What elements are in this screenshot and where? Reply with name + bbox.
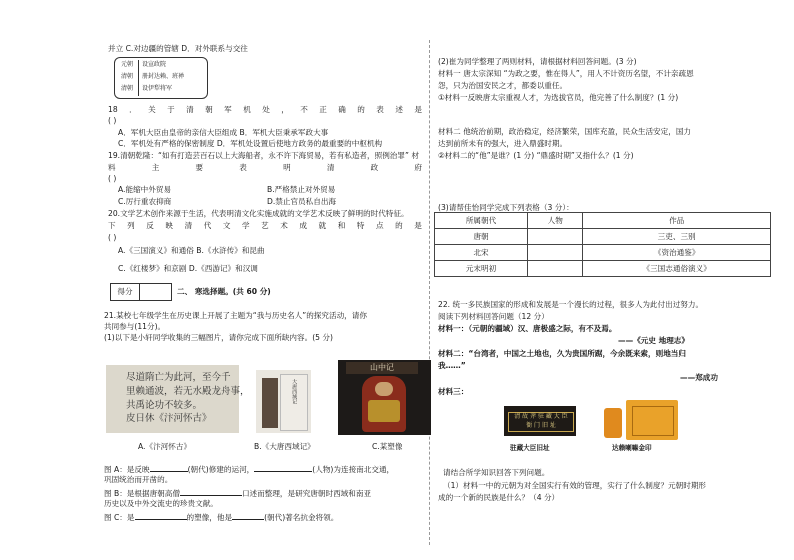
table-cell: 唐朝 [435,229,528,245]
table-row [435,229,771,245]
table-row [435,261,771,277]
seal-side [604,408,622,438]
material-1-question: ①材料一反映唐太宗重视人才，为选拔官员，他完善了什么制度？(1 分) [438,93,679,102]
q18-options-ab: A．军机大臣由皇帝的亲信大臣组成 B．军机大臣秉承军政大事 [118,128,329,137]
statue-ornament [368,400,400,422]
works-table [434,212,771,277]
box-cell: 册封达赖、班禅 [142,73,185,80]
box-cell: 清朝 [121,85,134,92]
q22-material-1: 材料一：（元朝的疆域）汉、唐极盛之际，有不及焉。 [438,324,617,333]
table-cell-blank[interactable] [528,229,583,245]
table-cell: 三吏、三别 [583,229,771,245]
column-divider [429,40,430,545]
table-header: 作品 [583,213,771,229]
table-cell-blank[interactable] [528,261,583,277]
q22-stem: 22. 统一多民族国家的形成和发展是一个漫长的过程，很多人为此付出过努力。 [438,300,704,309]
table-cell: 《资治通鉴》 [583,245,771,261]
caption-c: C.某塑像 [372,442,403,451]
seal-face [626,400,678,440]
image-golden-seal [602,400,680,442]
q20-options-cd: C.《红楼梦》和京剧 D.《西游记》和汉调 [118,264,258,273]
book-spine [262,378,278,428]
table-cell-blank[interactable] [528,245,583,261]
q21-sub1: (1)以下是小轩同学收集的三幅图片，请你完成下面所缺内容。(5 分) [104,333,333,342]
material-2-question: ②材料二的“他”是谁？(1 分) “鼎盛时期”又指什么？(1 分) [438,151,634,160]
q22-stem-2: 阅读下列材料回答问题（12 分） [438,312,549,321]
q18-options-cd: C．军机处有严格的保密制度 D．军机处设置后使地方政务的最重要的中枢机构 [118,139,383,148]
table-row [435,245,771,261]
statue-sign: 山中记 [346,362,418,374]
section-heading: 二、 寒选择题。(共 60 分) [177,287,271,296]
q21-stem: 21.某校七年级学生在历史课上开展了主题为“我与历史名人”的探究活动，请你 [104,311,367,320]
table-header: 人物 [528,213,583,229]
blank-b-line: 图 B：是根据唐朝高僧 口述而整理，是研究唐朝时西域和南亚 [104,489,372,498]
image-plaque [504,406,576,436]
table-cell: 北宋 [435,245,528,261]
box-cell: 设宣政院 [142,61,167,68]
q19-bracket: ( ) [108,174,117,183]
box-cell: 元朝 [121,61,134,68]
poem-text: 尽道隋亡为此河，至今千 里赖通波，若无水殿龙舟事， 共禹论功不较多。 皮日休《汴河怀古》 [126,372,250,425]
q18-stem: 18 ． 关 于 清 朝 军 机 处 ， 不 正 确 的 表 述 是 [108,105,422,114]
table-header-row [435,213,771,229]
q19-option-c: C.厉行重农抑商 [118,197,172,206]
score-box [110,283,172,301]
q19-stem-2: 料 主 要 表 明 清 政 府 [108,163,422,172]
q20-bracket: ( ) [108,233,117,242]
plaque-text: 清 故 斧 驻 藏 大 臣 衙 门 旧 址 [508,412,574,432]
blank-c-line: 图 C：是 的塑像，他是 (朝代)著名抗金将领。 [104,513,339,522]
q20-stem: 20.文学艺术创作来源于生活，代表明清文化实施成就的文学艺术反映了鲜明的时代特征。 [108,209,409,218]
table-cell: 《三国志通俗演义》 [583,261,771,277]
q22-material-2: 材料二：“台湾者，中国之土地也，久为贵国所踞，今余既来索，则地当归 [438,349,686,358]
box-cell: 设伊犁将军 [142,85,173,92]
blank-a-line: 图 A：是反映 (朝代)修建的运河， (人物)为连接南北交通， [104,465,395,474]
statue-face [375,382,393,396]
q19-option-d: D.禁止官员私自出海 [267,197,337,206]
q22-material-2-source: ——郑成功 [680,373,718,382]
q21-sub3: (3)请帮佳怡同学完成下列表格（3 分）： [438,203,574,212]
image-book [256,370,311,433]
q22-material-2-b: 我……” [438,361,466,370]
caption-b: B.《大唐西域记》 [254,442,315,451]
material-2: 材料二 他统治前期，政治稳定，经济繁荣，国库充盈，民众生活安定，国力 [438,127,692,136]
q18-bracket: ( ) [108,116,117,125]
table-header: 所属朝代 [435,213,528,229]
caption-seal: 达赖喇嘛金印 [612,444,652,452]
q22-instruction: 请结合所学知识回答下列问题。 [443,468,550,477]
q19-option-a: A.能缩中外贸易 [118,185,172,194]
q17-material-box [114,57,208,99]
image-poem [106,365,250,433]
material-1-b: 怨，只为治国安民之才，都委以重任。 [438,81,568,90]
table-cell: 元末明初 [435,261,528,277]
q22-material-1-source: ——《元史 地理志》 [618,336,689,345]
score-label: 得分 [111,284,140,300]
image-statue [338,360,431,435]
q21-sub2: (2)崔为同学整理了两则材料，请根据材料回答问题。(3 分) [438,57,637,66]
blank-b-line-2: 历史以及中外交流史的珍贵文献。 [104,499,218,508]
q19-option-b: B.严格禁止对外贸易 [267,185,336,194]
q17-options: 并立 C.对边疆的管辖 D．对外联系与交往 [108,44,248,53]
q20-options-ab: A.《三国演义》和通俗 B.《水浒传》和昆曲 [118,246,265,255]
material-2-b: 达到前所未有的强大，进入鼎盛时期。 [438,139,568,148]
caption-a: A.《汴河怀古》 [138,442,192,451]
caption-plaque: 驻藏大臣旧址 [510,444,550,452]
box-cell: 清朝 [121,73,134,80]
q22-sub1-b: 成的一个新的民族是什么？（4 分） [438,493,560,502]
box-divider [138,60,139,96]
q22-material-3: 材料三： [438,387,469,396]
book-cover: 大唐西域记 [280,374,308,431]
blank-a-line-2: 巩固统治而开凿的。 [104,475,173,484]
q20-stem-2: 下 列 反 映 清 代 文 学 艺 术 成 就 和 特 点 的 是 [108,221,422,230]
q21-stem-2: 共同参与(11分)。 [104,322,166,331]
material-1: 材料一 唐太宗深知 “为政之要，惟在得人”，用人不计资历名望，不计亲疏恩 [438,69,694,78]
q22-sub1: （1）材料一中的元朝为对全国实行有效的管理，实行了什么制度？元朝时期形 [443,481,707,490]
q19-stem: 19.清朝乾隆：“如有打造芸百石以上大海船者，永不许下海贸易，若有私造者，照例治罪” 材 [108,151,419,160]
